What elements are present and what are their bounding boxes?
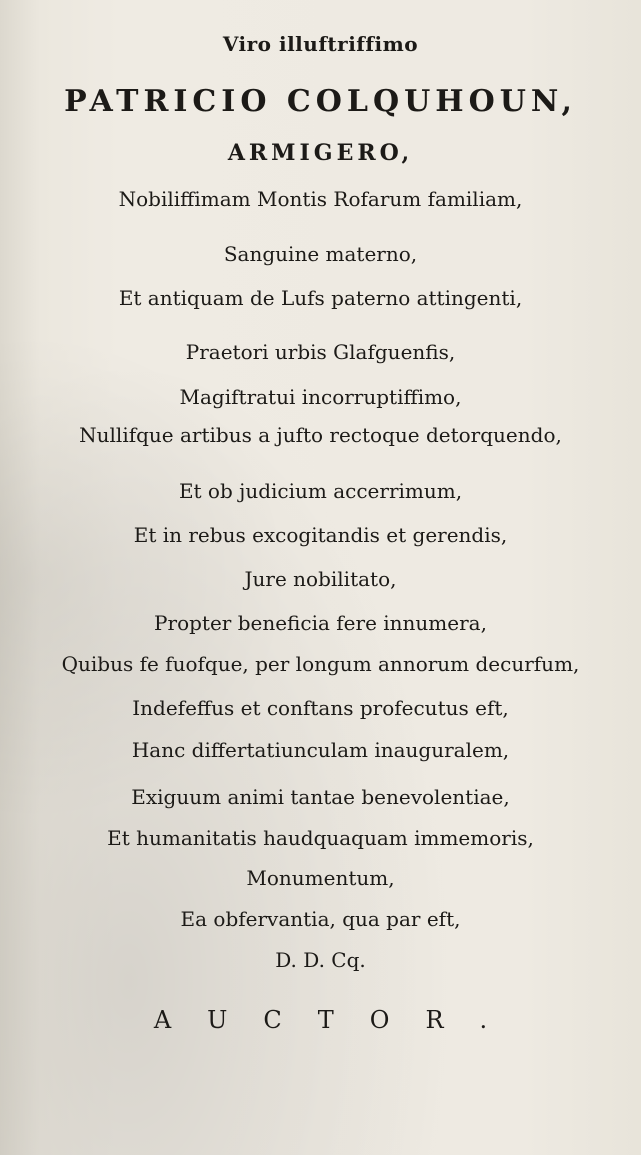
dedication-line: Nobiliffimam Montis Rofarum familiam, xyxy=(118,187,523,211)
dedicatee-rank: ARMIGERO, xyxy=(227,140,414,166)
dedication-line: Ea obfervantia, qua par eft, xyxy=(180,907,461,931)
dedication-line: Nullifque artibus a jufto rectoque detorquendo, xyxy=(79,423,562,447)
dedication-line: Jure nobilitato, xyxy=(244,567,397,591)
dedication-line: Indefeffus et conftans profecutus eft, xyxy=(132,696,509,720)
dedication-line: Quibus fe fuofque, per longum annorum decurfum, xyxy=(61,652,580,676)
dedication-line: Exiguum animi tantae benevolentiae, xyxy=(131,785,510,809)
dedication-line: Et ob judicium accerrimum, xyxy=(178,479,463,503)
dedication-line: Monumentum, xyxy=(246,866,395,890)
dedication-line: Et humanitatis haudquaquam immemoris, xyxy=(107,826,534,850)
dedicatee-name: PATRICIO COLQUHOUN, xyxy=(64,84,577,119)
dedication-line: Sanguine materno, xyxy=(223,242,418,266)
dedication-line: Praetori urbis Glafguenfis, xyxy=(185,340,456,364)
dedication-line: Propter beneficia fere innumera, xyxy=(154,611,487,635)
dedication-initials: D. D. Cq. xyxy=(275,948,366,972)
author-signature: AUCTOR. xyxy=(153,1006,524,1034)
dedication-line: Et antiquam de Lufs paterno attingenti, xyxy=(118,286,523,310)
dedication-heading: Viro illuftriffimo xyxy=(222,32,419,56)
dedication-line: Hanc differtatiunculam inauguralem, xyxy=(131,738,510,762)
dedication-line: Magiftratui incorruptiffimo, xyxy=(179,385,462,409)
dedication-line: Et in rebus excogitandis et gerendis, xyxy=(133,523,508,547)
